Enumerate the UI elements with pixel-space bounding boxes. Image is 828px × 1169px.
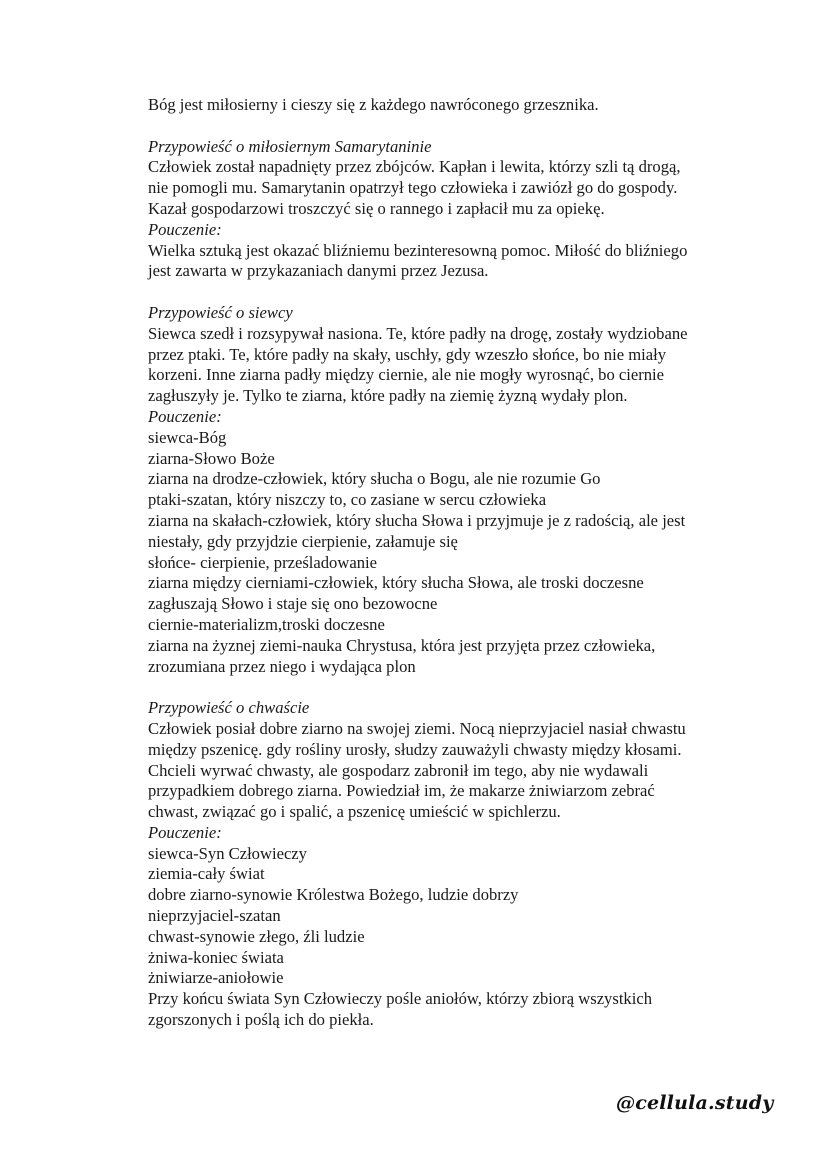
- document-page: [148, 95, 768, 1031]
- lesson-label: Pouczenie:: [148, 219, 222, 239]
- body-line: chwast, związać go i spalić, a pszenicę umieścić w spichlerzu.: [148, 802, 561, 822]
- section-title: Przypowieść o miłosiernym Samarytaninie: [148, 136, 432, 156]
- body-line: nie pomogli mu. Samarytanin opatrzył tego człowieka i zawiózł go do gospody.: [148, 178, 678, 198]
- section-samarytanin: [148, 137, 768, 283]
- body-line: Człowiek został napadnięty przez zbójców. Kapłan i lewita, którzy szli tą drogą,: [148, 157, 681, 177]
- lesson-line: ziarna między cierniami-człowiek, który słucha Słowa, ale troski doczesne: [148, 573, 644, 593]
- body-line: Kazał gospodarzowi troszczyć się o rannego i zapłacił mu za opiekę.: [148, 198, 605, 218]
- lesson-line: zgorszonych i poślą ich do piekła.: [148, 1010, 374, 1030]
- lesson-line: Przy końcu świata Syn Człowieczy pośle aniołów, którzy zbiorą wszystkich: [148, 989, 652, 1009]
- lesson-line: ziarna na żyznej ziemi-nauka Chrystusa, która jest przyjęta przez człowieka,: [148, 635, 656, 655]
- lesson-line: zrozumiana przez niego i wydająca plon: [148, 656, 416, 676]
- lesson-line: ziarna-Słowo Boże: [148, 448, 275, 468]
- lesson-line: ziarna na skałach-człowiek, który słucha Słowa i przyjmuje je z radością, ale jest: [148, 510, 686, 530]
- body-line: przez ptaki. Te, które padły na skały, uschły, gdy wzeszło słońce, bo nie miały: [148, 344, 667, 364]
- body-line: przypadkiem dobrego ziarna. Powiedział im, że makarze żniwiarzom zebrać: [148, 781, 655, 801]
- lesson-line: ziemia-cały świat: [148, 864, 265, 884]
- body-line: Siewca szedł i rozsypywał nasiona. Te, które padły na drogę, zostały wydziobane: [148, 323, 688, 343]
- section-title: Przypowieść o siewcy: [148, 302, 293, 322]
- lesson-line: żniwiarze-aniołowie: [148, 968, 284, 988]
- paragraph-gap: [148, 282, 768, 303]
- lesson-line: ziarna na drodze-człowiek, który słucha o Bogu, ale nie rozumie Go: [148, 469, 601, 489]
- lesson-line: niestały, gdy przyjdzie cierpienie, załamuje się: [148, 531, 458, 551]
- body-line: korzeni. Inne ziarna padły między ciernie, ale nie mogły wyrosnąć, bo ciernie: [148, 365, 665, 385]
- paragraph-gap: [148, 116, 768, 137]
- lesson-label: Pouczenie:: [148, 822, 222, 842]
- lesson-line: nieprzyjaciel-szatan: [148, 906, 281, 926]
- author-signature: @cellula.study: [616, 1092, 774, 1114]
- section-chwast: [148, 698, 768, 1031]
- lesson-line: dobre ziarno-synowie Królestwa Bożego, ludzie dobrzy: [148, 885, 519, 905]
- lesson-line: siewca-Syn Człowieczy: [148, 843, 307, 863]
- body-line: zagłuszyły je. Tylko te ziarna, które padły na ziemię żyzną wydały plon.: [148, 386, 628, 406]
- lesson-line: siewca-Bóg: [148, 427, 227, 447]
- lesson-line: ptaki-szatan, który niszczy to, co zasiane w sercu człowieka: [148, 490, 547, 510]
- lesson-label: Pouczenie:: [148, 406, 222, 426]
- lesson-line: chwast-synowie złego, źli ludzie: [148, 926, 365, 946]
- body-line: Człowiek posiał dobre ziarno na swojej ziemi. Nocą nieprzyjaciel nasiał chwastu: [148, 718, 686, 738]
- section-siewca: [148, 303, 768, 677]
- lesson-line: ciernie-materializm,troski doczesne: [148, 614, 385, 634]
- lesson-line: słońce- cierpienie, prześladowanie: [148, 552, 377, 572]
- lesson-line: Wielka sztuką jest okazać bliźniemu bezinteresowną pomoc. Miłość do bliźniego: [148, 240, 688, 260]
- lesson-line: zagłuszają Słowo i staje się ono bezowocne: [148, 594, 438, 614]
- paragraph-gap: [148, 677, 768, 698]
- body-line: między pszenicę. gdy rośliny urosły, słudzy zauważyli chwasty między kłosami.: [148, 739, 682, 759]
- section-title: Przypowieść o chwaście: [148, 698, 310, 718]
- intro-line: Bóg jest miłosierny i cieszy się z każdego nawróconego grzesznika.: [148, 95, 599, 114]
- lesson-line: żniwa-koniec świata: [148, 947, 284, 967]
- body-line: Chcieli wyrwać chwasty, ale gospodarz zabronił im tego, aby nie wydawali: [148, 760, 649, 780]
- lesson-line: jest zawarta w przykazaniach danymi przez Jezusa.: [148, 261, 489, 281]
